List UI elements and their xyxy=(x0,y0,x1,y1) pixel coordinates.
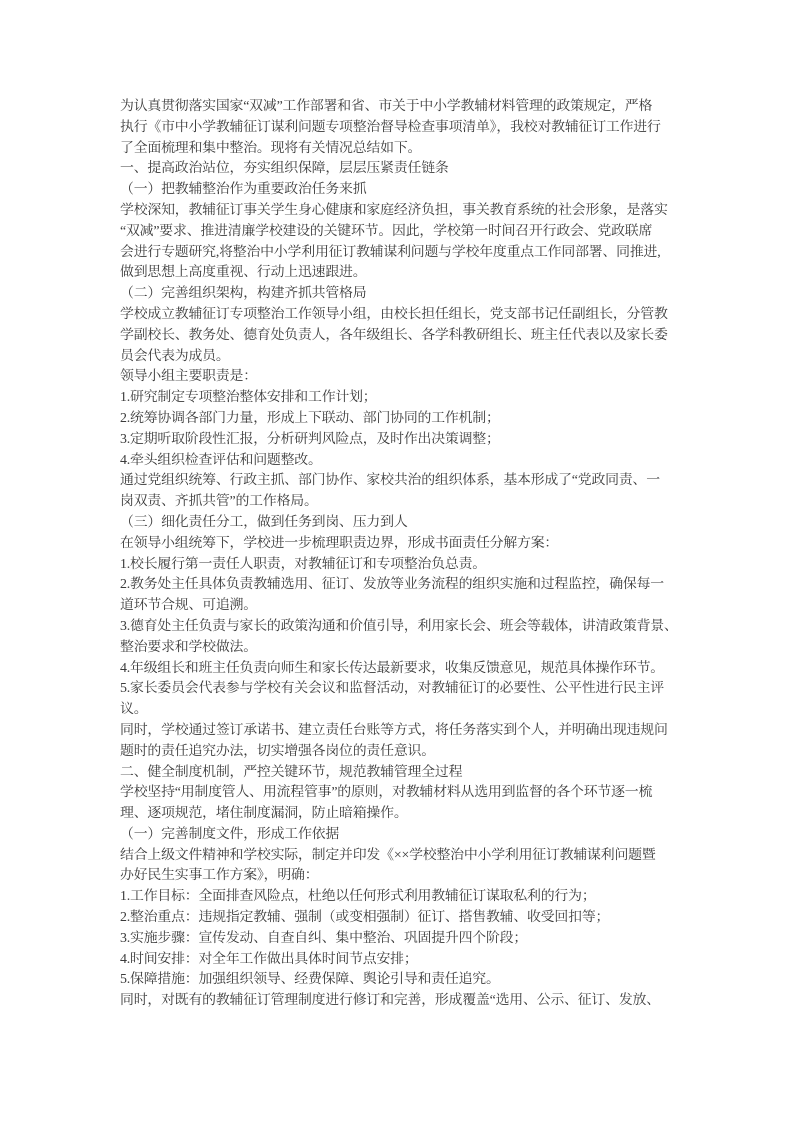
list-item-line: 5.保障措施：加强组织领导、经费保障、舆论引导和责任追究。 xyxy=(120,972,500,988)
section-heading-2: 二、健全制度机制，严控关键环节，规范教辅管理全过程 xyxy=(120,764,463,780)
paragraph-line: 同时，学校通过签订承诺书、建立责任台账等方式，将任务落实到个人，并明确出现违规问 xyxy=(120,722,668,738)
list-item-line: 4.年级组长和班主任负责向师生和家长传达最新要求，收集反馈意见，规范具体操作环节。 xyxy=(120,660,664,676)
paragraph-line: 学校坚持“用制度管人、用流程管事”的原则，对教辅材料从选用到监督的各个环节逐一梳 xyxy=(120,785,653,801)
section-heading-1: 一、提高政治站位，夯实组织保障，层层压紧责任链条 xyxy=(120,161,449,177)
subsection-heading-2-1: （一）完善制度文件，形成工作依据 xyxy=(120,826,340,842)
paragraph-line: “双减”要求、推进清廉学校建设的关键环节。因此，学校第一时间召开行政会、党政联席 xyxy=(120,223,653,239)
list-item-line: 4.时间安排：对全年工作做出具体时间节点安排； xyxy=(120,951,418,967)
list-item-line: 2.教务处主任具体负责教辅选用、征订、发放等业务流程的组织实施和过程监控，确保每一 xyxy=(120,577,664,593)
paragraph-line: 会进行专题研究,将整治中小学利用征订教辅谋利问题与学校年度重点工作同部署、同推进, xyxy=(120,244,661,260)
paragraph-line: 题时的责任追究办法，切实增强各岗位的责任意识。 xyxy=(120,743,435,759)
paragraph-line: 岗双责、齐抓共管”的工作格局。 xyxy=(120,494,318,510)
paragraph-line: 在领导小组统筹下，学校进一步梳理职责边界，形成书面责任分解方案： xyxy=(120,535,559,551)
list-item-line: 5.家长委员会代表参与学校有关会议和监督活动，对教辅征订的必要性、公平性进行民主评 xyxy=(120,681,664,697)
paragraph-line: 为认真贯彻落实国家“双减”工作部署和省、市关于中小学教辅材料管理的政策规定，严格 xyxy=(120,99,653,114)
paragraph-line: 学副校长、教务处、德育处负责人，各年级组长、各学科教研组长、班主任代表以及家长委 xyxy=(120,327,668,343)
paragraph-line: 做到思想上高度重视、行动上迅速跟进。 xyxy=(120,265,367,281)
paragraph-line: 学校成立教辅征订专项整治工作领导小组，由校长担任组长，党支部书记任副组长，分管教 xyxy=(120,306,668,322)
document-text-block xyxy=(120,97,680,1012)
list-item-line: 1.研究制定专项整治整体安排和工作计划； xyxy=(120,390,377,406)
subsection-heading-1-3: （三）细化责任分工，做到任务到岗、压力到人 xyxy=(120,514,408,530)
list-item-line: 3.德育处主任负责与家长的政策沟通和价值引导，利用家长会、班会等载体，讲清政策背景、 xyxy=(120,618,678,634)
paragraph-line: 执行《市中小学教辅征订谋利问题专项整治督导检查事项清单》，我校对教辅征订工作进行 xyxy=(120,119,661,135)
list-item-line: 3.定期听取阶段性汇报，分析研判风险点，及时作出决策调整； xyxy=(120,431,500,447)
list-item-line: 道环节合规、可追溯。 xyxy=(120,598,257,614)
list-item-line: 议。 xyxy=(120,702,148,718)
paragraph-line: 员会代表为成员。 xyxy=(120,348,230,364)
paragraph-line: 同时，对既有的教辅征订管理制度进行修订和完善，形成覆盖“选用、公示、征订、发放、 xyxy=(120,993,660,1009)
list-item-line: 整治要求和学校做法。 xyxy=(120,639,257,655)
list-item-line: 4.牵头组织检查评估和问题整改。 xyxy=(120,452,322,468)
paragraph-line: 通过党组织统筹、行政主抓、部门协作、家校共治的组织体系，基本形成了“党政同责、一 xyxy=(120,473,660,489)
paragraph-line: 理、逐项规范，堵住制度漏洞，防止暗箱操作。 xyxy=(120,806,408,822)
list-item-line: 3.实施步骤：宣传发动、自查自纠、集中整治、巩固提升四个阶段； xyxy=(120,930,528,946)
paragraph-line: 了全面梳理和集中整治。现将有关情况总结如下。 xyxy=(120,140,422,156)
paragraph-line: 结合上级文件精神和学校实际，制定并印发《××学校整治中小学利用征订教辅谋利问题暨 xyxy=(120,847,656,863)
list-item-line: 2.统筹协调各部门力量，形成上下联动、部门协同的工作机制； xyxy=(120,410,500,426)
paragraph-line: 领导小组主要职责是： xyxy=(120,369,257,385)
list-item-line: 1.工作目标：全面排查风险点，杜绝以任何形式利用教辅征订谋取私利的行为； xyxy=(120,889,596,905)
list-item-line: 2.整治重点：违规指定教辅、强制（或变相强制）征订、搭售教辅、收受回扣等； xyxy=(120,910,610,926)
list-item-line: 1.校长履行第一责任人职责，对教辅征订和专项整治负总责。 xyxy=(120,556,486,572)
paragraph-line: 办好民生实事工作方案》，明确： xyxy=(120,868,319,884)
subsection-heading-1-2: （二）完善组织架构，构建齐抓共管格局 xyxy=(120,286,367,302)
subsection-heading-1-1: （一）把教辅整治作为重要政治任务来抓 xyxy=(120,182,367,198)
paragraph-line: 学校深知，教辅征订事关学生身心健康和家庭经济负担，事关教育系统的社会形象，是落实 xyxy=(120,202,668,218)
